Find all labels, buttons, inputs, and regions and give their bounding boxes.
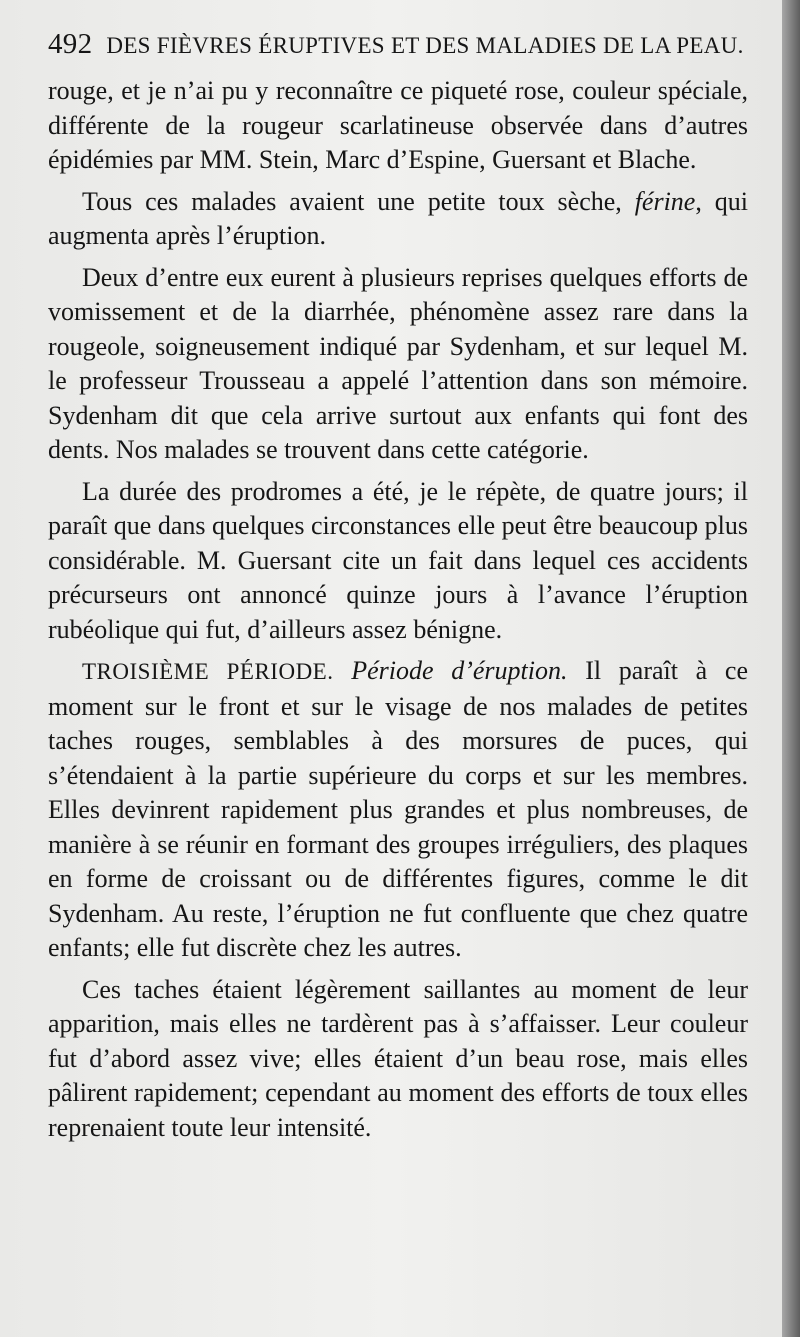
running-header bbox=[48, 28, 748, 68]
paragraph-5-text: Il paraît à ce moment sur le front et sur le visage de nos malades de petites taches rouges, semblables à des morsures de puces, qui s’étendaient à la partie supérieure du corps et sur les membres. Elles devinrent rapidement plus grandes et plus nombreuses, de manière à se réunir en formant des groupes irréguliers, des plaques en forme de croissant ou de différentes figures, comme le dit Sydenham. Au reste, l’éruption ne fut confluente que chez quatre enfants; elle fut discrète chez les autres. bbox=[48, 656, 749, 962]
paragraph-6: Ces taches étaient légèrement saillantes au moment de leur apparition, mais elles ne tardèrent pas à s’affaisser. Leur couleur fut d’abord assez vive; elles étaient d’un beau rose, mais elles pâlirent rapidement; cependant au moment des efforts de toux elles reprenaient toute leur intensité. bbox=[48, 974, 748, 1142]
paragraph-2 bbox=[48, 185, 748, 254]
paragraph-2-text-start: Tous ces malades avaient une petite toux sèche, bbox=[82, 186, 635, 216]
body-text bbox=[48, 74, 748, 1145]
italic-term: férine bbox=[634, 186, 696, 216]
page-number: 492 bbox=[48, 28, 93, 60]
running-title: DES FIÈVRES ÉRUPTIVES ET DES MALADIES DE LA PEAU. bbox=[106, 33, 744, 58]
section-subtitle: Période d’éruption. bbox=[351, 656, 568, 685]
paragraph-3: Deux d’entre eux eurent à plusieurs reprises quelques efforts de vomissement et de la diarrhée, phénomène assez rare dans la rougeole, soigneusement indiqué par Sydenham, et sur lequel M. le professeur Trousseau a appelé l’attention dans son mémoire. Sydenham dit que cela arrive surtout aux enfants qui font des dents. Nos malades se trouvent dans cette catégorie. bbox=[48, 262, 748, 464]
section-heading: TROISIÈME PÉRIODE. bbox=[82, 659, 334, 684]
paragraph-2-text-end: , qui augmenta après l’éruption. bbox=[48, 186, 748, 250]
book-spine-edge bbox=[782, 0, 800, 1337]
paragraph-1: rouge, et je n’ai pu y reconnaître ce piqueté rose, couleur spéciale, différente de la rougeur scarlatineuse observée dans d’autres épidémies par MM. Stein, Marc d’Espine, Guersant et Blache. bbox=[48, 76, 748, 174]
paragraph-5 bbox=[48, 654, 748, 966]
paragraph-4: La durée des prodromes a été, je le répète, de quatre jours; il paraît que dans quelques circonstances elle peut être beaucoup plus considérable. M. Guersant cite un fait dans lequel ces accidents précurseurs ont annoncé quinze jours à l’avance l’éruption rubéolique qui fut, d’ailleurs assez bénigne. bbox=[48, 476, 748, 644]
